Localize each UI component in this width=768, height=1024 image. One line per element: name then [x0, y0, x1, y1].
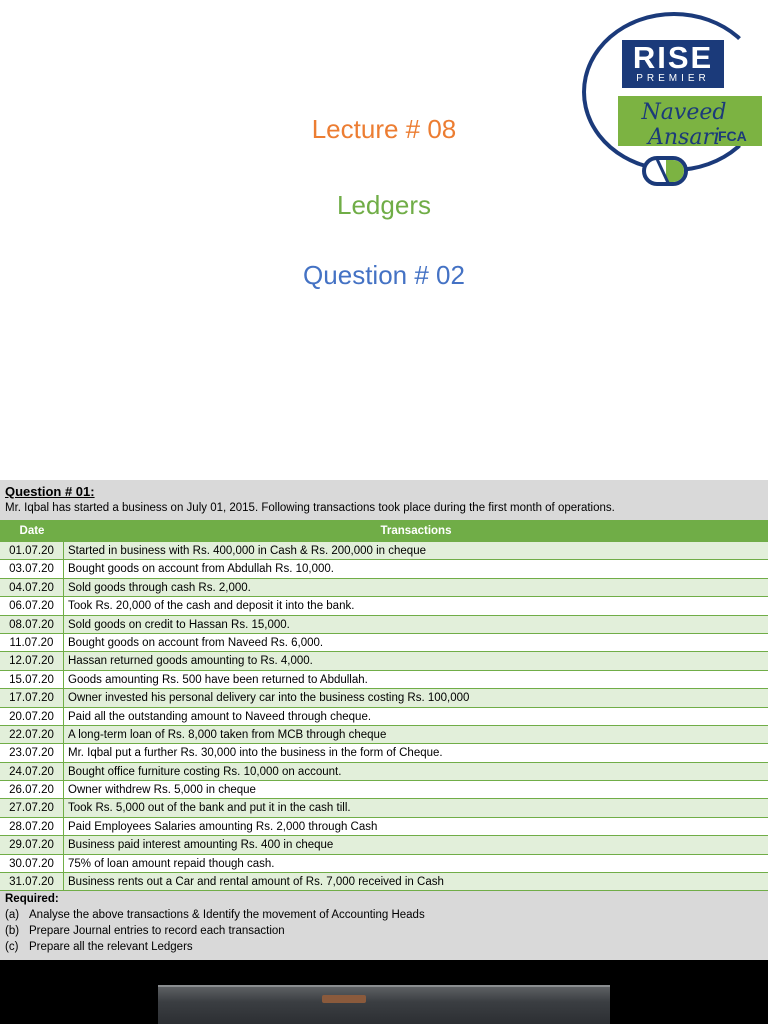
board-clip [322, 995, 366, 1003]
logo-brand: RISE [632, 40, 714, 75]
question-panel [0, 480, 768, 960]
table-row [0, 873, 768, 891]
logo-signature: Naveed Ansari [641, 100, 727, 150]
video-frame [0, 960, 768, 1024]
row-date: 06.07.20 [0, 597, 64, 615]
row-date: 26.07.20 [0, 781, 64, 799]
lecture-number: Lecture # 08 [311, 114, 457, 144]
table-row [0, 597, 768, 615]
row-transaction: Owner invested his personal delivery car into the business costing Rs. 100,000 [68, 692, 470, 705]
table-row [0, 708, 768, 726]
row-transaction: Bought goods on account from Naveed Rs. 6,000. [68, 636, 324, 649]
row-date: 29.07.20 [0, 836, 64, 854]
logo-sub: PREMIER [636, 73, 710, 84]
transactions-table [0, 520, 768, 891]
question-intro: Mr. Iqbal has started a business on July 01, 2015. Following transactions took place during the first month of operations. [5, 502, 615, 514]
table-row [0, 560, 768, 578]
table-row [0, 726, 768, 744]
row-transaction: Sold goods on credit to Hassan Rs. 15,000. [68, 618, 290, 631]
table-row [0, 744, 768, 762]
row-date: 03.07.20 [0, 560, 64, 578]
row-date: 27.07.20 [0, 799, 64, 817]
row-date: 20.07.20 [0, 708, 64, 726]
required-text: Analyse the above transactions & Identify the movement of Accounting Heads [29, 909, 425, 921]
mouse-icon [642, 156, 688, 186]
logo-brand-box [622, 40, 724, 88]
row-date: 04.07.20 [0, 579, 64, 597]
required-text: Prepare all the relevant Ledgers [29, 941, 193, 953]
row-transaction: Bought office furniture costing Rs. 10,000 on account. [68, 765, 342, 778]
row-transaction: Hassan returned goods amounting to Rs. 4,000. [68, 655, 313, 668]
row-transaction: A long-term loan of Rs. 8,000 taken from MCB through cheque [68, 728, 387, 741]
header-transactions: Transactions [380, 525, 452, 537]
table-row [0, 652, 768, 670]
required-letter: (b) [5, 925, 20, 937]
required-item [5, 909, 425, 921]
row-transaction: Took Rs. 5,000 out of the bank and put it in the cash till. [68, 802, 351, 815]
question-heading: Question # 02 [303, 260, 465, 290]
row-date: 01.07.20 [0, 542, 64, 560]
table-header [0, 520, 768, 542]
row-date: 23.07.20 [0, 744, 64, 762]
whiteboard [158, 985, 610, 1024]
required-letter: (c) [5, 941, 19, 953]
row-transaction: Mr. Iqbal put a further Rs. 30,000 into the business in the form of Cheque. [68, 747, 443, 760]
table-row [0, 763, 768, 781]
table-row [0, 579, 768, 597]
table-row [0, 689, 768, 707]
question-title: Question # 01: [5, 484, 95, 499]
row-transaction: 75% of loan amount repaid though cash. [68, 857, 275, 870]
required-label: Required: [5, 893, 59, 905]
row-transaction: Took Rs. 20,000 of the cash and deposit it into the bank. [68, 600, 355, 613]
row-transaction: Paid Employees Salaries amounting Rs. 2,000 through Cash [68, 820, 378, 833]
row-transaction: Business paid interest amounting Rs. 400 in cheque [68, 839, 334, 852]
row-date: 30.07.20 [0, 855, 64, 873]
row-transaction: Owner withdrew Rs. 5,000 in cheque [68, 784, 256, 797]
row-transaction: Sold goods through cash Rs. 2,000. [68, 581, 251, 594]
table-row [0, 836, 768, 854]
lecture-slide [0, 0, 768, 480]
table-row [0, 634, 768, 652]
row-transaction: Goods amounting Rs. 500 have been returned to Abdullah. [68, 673, 368, 686]
row-date: 17.07.20 [0, 689, 64, 707]
table-row [0, 799, 768, 817]
row-date: 24.07.20 [0, 763, 64, 781]
row-date: 12.07.20 [0, 652, 64, 670]
table-row [0, 818, 768, 836]
row-date: 22.07.20 [0, 726, 64, 744]
row-transaction: Started in business with Rs. 400,000 in Cash & Rs. 200,000 in cheque [68, 545, 426, 557]
lecture-topic: Ledgers [337, 190, 431, 220]
table-row [0, 855, 768, 873]
table-row [0, 542, 768, 560]
required-text: Prepare Journal entries to record each transaction [29, 925, 285, 937]
logo-credential: FCA [718, 128, 747, 144]
required-item [5, 941, 193, 953]
row-transaction: Paid all the outstanding amount to Naveed through cheque. [68, 710, 372, 723]
row-date: 08.07.20 [0, 616, 64, 634]
row-date: 31.07.20 [0, 873, 64, 891]
row-date: 11.07.20 [0, 634, 64, 652]
required-item [5, 925, 285, 937]
row-transaction: Business rents out a Car and rental amount of Rs. 7,000 received in Cash [68, 876, 444, 889]
row-date: 28.07.20 [0, 818, 64, 836]
table-row [0, 616, 768, 634]
header-date: Date [19, 525, 45, 537]
row-date: 15.07.20 [0, 671, 64, 689]
table-row [0, 671, 768, 689]
table-row [0, 781, 768, 799]
required-letter: (a) [5, 909, 20, 921]
table-body [0, 542, 768, 891]
rise-premier-logo [578, 10, 768, 192]
row-transaction: Bought goods on account from Abdullah Rs. 10,000. [68, 563, 334, 576]
